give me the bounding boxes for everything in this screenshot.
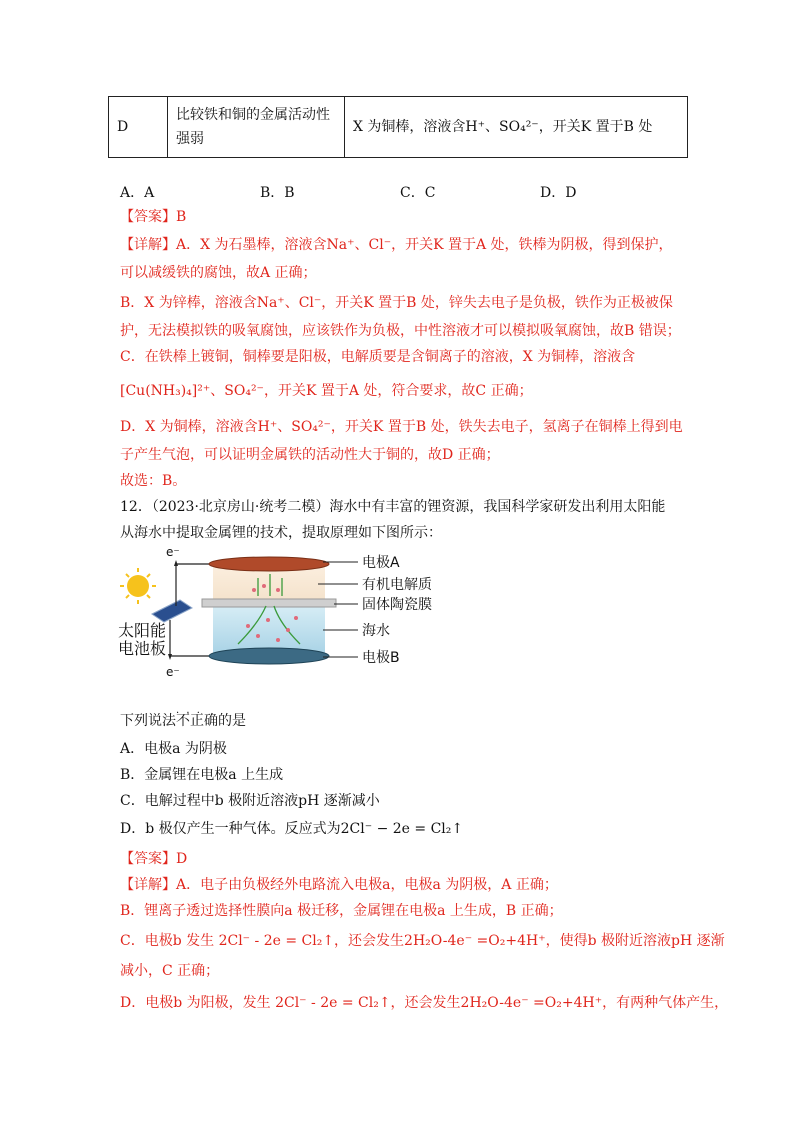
solar-panel-icon (152, 600, 192, 622)
detail1-line: B．X 为锌棒，溶液含Na⁺、Cl⁻，开关K 置于B 处，锌失去电子是负极，铁作为正极被保 (120, 295, 673, 311)
stem-post: 的是 (218, 713, 246, 729)
question-stem (120, 710, 246, 732)
detail1-line: [Cu(NH₃)₄]²⁺、SO₄²⁻，开关K 置于A 处，符合要求，故C 正确； (120, 383, 533, 399)
row-purpose-line1: 比较铁和铜的金属活动性 (176, 107, 330, 123)
option-line: A．电极a 为阴极 (120, 741, 227, 757)
detail2-line: D．电极b 为阳极，发生 2Cl⁻ - 2e = Cl₂↑，还会发生2H₂O-4e⁻ =O₂+4H⁺，有两种气体产生， (120, 995, 729, 1011)
detail1-line: D．X 为铜棒，溶液含H⁺、SO₄²⁻，开关K 置于B 处，铁失去电子，氢离子在铜棒上得到电 (120, 419, 683, 435)
electrolysis-diagram (118, 544, 448, 694)
sun-icon (120, 568, 156, 604)
label-ceramic-membrane: 固体陶瓷膜 (362, 597, 432, 613)
table-row (109, 97, 688, 158)
choice-b: B．B (260, 185, 295, 201)
detail1-line: 【详解】A．X 为石墨棒，溶液含Na⁺、Cl⁻，开关K 置于A 处，铁棒为阴极，得到保护， (120, 237, 673, 253)
label-electrode-a: 电极A (362, 555, 400, 571)
option-line: B．金属锂在电极a 上生成 (120, 767, 284, 783)
choice-d: D．D (540, 185, 577, 201)
stem-emphasis: 不正确 · · · (176, 713, 218, 729)
stem-pre: 下列说法 (120, 713, 176, 729)
detail2-line: 减小，C 正确； (120, 963, 220, 979)
row-label: D (109, 97, 168, 158)
detail1-line: 子产生气泡，可以证明金属铁的活动性大于铜的，故D 正确； (120, 447, 500, 463)
option-line: D．b 极仅产生一种气体。反应式为2Cl⁻ − 2e = Cl₂↑ (120, 821, 464, 837)
label-e-top: e⁻ (166, 545, 180, 559)
detail1-line: 可以减缓铁的腐蚀，故A 正确； (120, 265, 317, 281)
label-seawater: 海水 (362, 623, 390, 639)
answer-1: 【答案】B (120, 209, 187, 225)
choice-a: A．A (120, 185, 155, 201)
row-condition: X 为铜棒，溶液含H⁺、SO₄²⁻，开关K 置于B 处 (345, 97, 688, 158)
label-panel-line2: 电池板 (118, 639, 167, 658)
detail2-line: B．锂离子透过选择性膜向a 极迁移，金属锂在电极a 上生成，B 正确； (120, 903, 563, 919)
detail1-line: C．在铁棒上镀铜，铜棒要是阳极，电解质要是含铜离子的溶液，X 为铜棒，溶液含 (120, 349, 636, 365)
question-12-line: 从海水中提取金属锂的技术，提取原理如下图所示： (120, 525, 442, 541)
question-12-line: 12．（2023·北京房山·统考二模）海水中有丰富的锂资源，我国科学家研发出利用太阳能 (120, 499, 666, 515)
label-e-bottom: e⁻ (166, 665, 180, 679)
options-table (108, 96, 688, 158)
choice-c: C．C (400, 185, 436, 201)
detail2-line: C．电极b 发生 2Cl⁻ - 2e = Cl₂↑，还会发生2H₂O-4e⁻ =O₂+4H⁺，使得b 极附近溶液pH 逐渐 (120, 933, 725, 949)
detail1-line: 故选：B。 (120, 473, 187, 489)
detail1-line: 护，无法模拟铁的吸氧腐蚀，应该铁作为负极，中性溶液才可以模拟吸氧腐蚀，故B 错误； (120, 323, 681, 339)
label-electrode-b: 电极B (362, 650, 400, 666)
row-purpose-line2: 强弱 (176, 131, 204, 147)
detail2-line: 【详解】A．电子由负极经外电路流入电极a，电极a 为阴极，A 正确； (120, 877, 558, 893)
label-panel-line1: 太阳能 (118, 621, 167, 640)
label-organic-electrolyte: 有机电解质 (362, 577, 432, 593)
option-line: C．电解过程中b 极附近溶液pH 逐渐减小 (120, 793, 380, 809)
answer-2: 【答案】D (120, 851, 188, 867)
row-purpose (168, 97, 345, 158)
